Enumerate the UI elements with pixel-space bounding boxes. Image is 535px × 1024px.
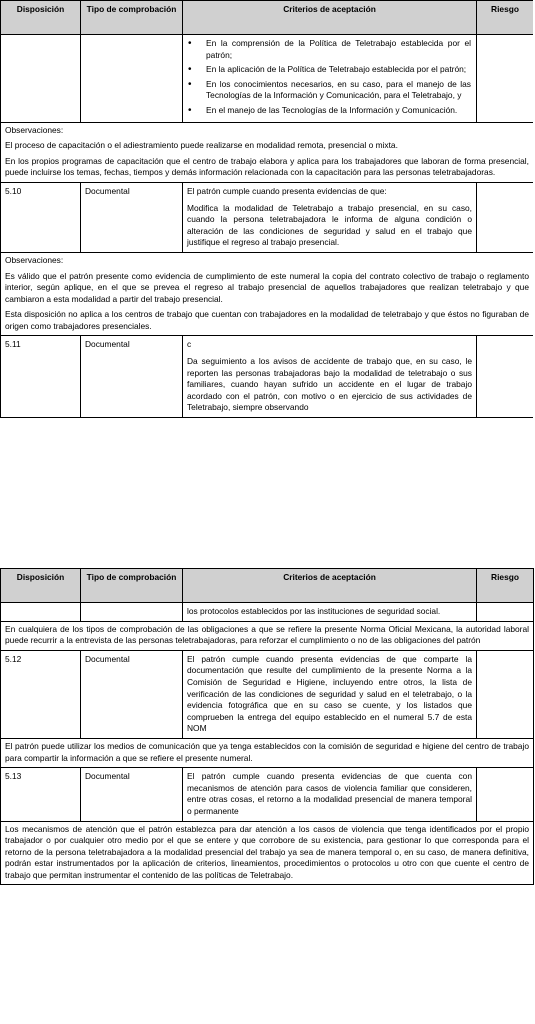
note-text: El patrón puede utilizar los medios de comunicación que ya tenga establecidos con la comisión de seguridad e higiene del centro de trabajo para compartir la información a que se refiere el presente numeral.	[5, 740, 529, 763]
note-text: En cualquiera de los tipos de comprobación de las obligaciones a que se refiere la presente Norma Oficial Mexicana, la autoridad laboral puede recurrir a la entrevista de las personas teletrabajadoras, para reforzar el cumplimiento o no de las obligaciones del patrón	[5, 623, 529, 646]
header-row	[1, 1, 534, 35]
criteria-bullet-list	[186, 38, 473, 117]
note-cell	[1, 738, 534, 767]
criteria-text: c	[187, 339, 192, 350]
header-criterios: Criterios de aceptación	[183, 569, 477, 603]
observation-text: Es válido que el patrón presente como evidencia de cumplimiento de este numeral la copia del contrato colectivo de trabajo o reglamento interior, según aplique, en el que se prevea el regreso al trabajo presencial de aquellos trabajadores que realizan teletrabajo y que cambiaron a esta modalidad a partir del trabajo presencial.	[5, 270, 529, 304]
cell-criterios: los protocolos establecidos por las instituciones de seguridad social.	[183, 603, 477, 622]
compliance-table-1	[0, 0, 533, 418]
cell-riesgo	[477, 336, 534, 418]
table-row	[1, 35, 534, 123]
table-row	[1, 603, 534, 622]
note-row	[1, 738, 534, 767]
list-item: • En los conocimientos necesarios, en su caso, para el manejo de las Tecnologías de la Información y Comunicación, para el Teletrabajo, y	[186, 79, 473, 102]
observation-text: El proceso de capacitación o el adiestramiento puede realizarse en modalidad remota, presencial o mixta.	[5, 140, 398, 151]
header-tipo: Tipo de comprobación	[81, 1, 183, 35]
cell-criterios	[183, 35, 477, 123]
cell-riesgo	[477, 650, 534, 738]
observations-row	[1, 122, 534, 182]
cell-tipo	[81, 603, 183, 622]
cell-tipo	[81, 35, 183, 123]
note-row	[1, 621, 534, 650]
header-disposicion: Disposición	[1, 1, 81, 35]
list-item: • En la comprensión de la Política de Teletrabajo establecida por el patrón;	[186, 38, 473, 61]
cell-riesgo	[477, 182, 534, 252]
cell-criterios	[183, 182, 477, 252]
note-text: Los mecanismos de atención que el patrón establezca para dar atención a los casos de violencia que tenga identificados por el propio trabajador o por cualquier otro medio por el que se entere y que corrobore de su existencia, para gestionar lo que corresponda para el retorno de la persona teletrabajadora a la modalidad presencial del trabajo ya sea de manera temporal o, en su caso, de manera definitiva, podrán estar instrumentados por la aplicación de criterios, lineamientos, procedimientos o protocolos u otro con que cuente el centro de trabajo que permitan instrumentar el contenido de las políticas de Teletrabajo.	[5, 823, 529, 880]
table-row	[1, 182, 534, 252]
note-cell	[1, 621, 534, 650]
header-criterios: Criterios de aceptación	[183, 1, 477, 35]
cell-disposicion: 5.13	[1, 768, 81, 821]
table-row	[1, 336, 534, 418]
cell-riesgo	[477, 768, 534, 821]
cell-riesgo	[477, 35, 534, 123]
criteria-text: Da seguimiento a los avisos de accidente de trabajo que, en su caso, le reporten las personas trabajadoras bajo la modalidad de teletrabajo o sus familiares, cuando hayan sufrido un accidente en el lugar de trabajo acordado con el patrón, con motivo o en ejercicio de sus actividades de Teletrabajo, siempre observando	[187, 356, 472, 413]
list-item: • En la aplicación de la Política de Teletrabajo establecida por el patrón;	[186, 64, 473, 76]
header-riesgo: Riesgo	[477, 569, 534, 603]
table-row	[1, 650, 534, 738]
note-row	[1, 821, 534, 885]
header-tipo: Tipo de comprobación	[81, 569, 183, 603]
header-disposicion: Disposición	[1, 569, 81, 603]
cell-disposicion: 5.10	[1, 182, 81, 252]
cell-tipo: Documental	[81, 768, 183, 821]
cell-criterios	[183, 336, 477, 418]
criteria-text: El patrón cumple cuando presenta evidencias de que:	[187, 185, 387, 196]
criteria-text: Modifica la modalidad de Teletrabajo a trabajo presencial, en su caso, cuando la persona teletrabajadora le informa de alguna condición o alteración de las condiciones de seguridad y salud en el trabajo que justifique el regreso al trabajo presencial.	[187, 202, 472, 248]
note-cell	[1, 821, 534, 885]
cell-criterios: El patrón cumple cuando presenta evidencias de que comparte la documentación que resulte del cumplimiento de la presente Norma a la Comisión de Seguridad e Higiene, incluyendo entre otros, la lista de verificación de las condiciones de seguridad y salud en el teletrabajo, o la evidencia fotográfica que en su caso se cuente, y los listados que comprueben la entrega del equipo establecido en el numeral 5.7 de esta NOM	[183, 650, 477, 738]
observation-text: En los propios programas de capacitación que el centro de trabajo elabora y aplica para los trabajadores que laboran de forma presencial, puede incluirse los temas, fechas, tiempos y demás información relacionada con la capacitación para las personas teletrabajadoras.	[5, 155, 529, 178]
compliance-table-2	[0, 568, 534, 885]
header-riesgo: Riesgo	[477, 1, 534, 35]
cell-riesgo	[477, 603, 534, 622]
table-row	[1, 768, 534, 821]
cell-tipo: Documental	[81, 650, 183, 738]
table-section-2	[0, 568, 533, 885]
cell-tipo: Documental	[81, 336, 183, 418]
observations-row	[1, 252, 534, 336]
observation-text: Esta disposición no aplica a los centros de trabajo que cuentan con trabajadores en la modalidad de teletrabajo y que éstos no figuraban de origen como trabajadores presenciales.	[5, 309, 529, 331]
header-row	[1, 569, 534, 603]
observations-label: Observaciones:	[5, 124, 64, 135]
observations-cell	[1, 122, 534, 182]
cell-disposicion	[1, 603, 81, 622]
cell-tipo: Documental	[81, 182, 183, 252]
observations-label: Observaciones:	[5, 254, 64, 265]
cell-disposicion	[1, 35, 81, 123]
cell-criterios: El patrón cumple cuando presenta evidencias de que cuenta con mecanismos de atención para casos de violencia familiar que consideren, entre otras cosas, el retorno a la modalidad presencial de manera temporal o permanente	[183, 768, 477, 821]
observations-cell	[1, 252, 534, 336]
cell-disposicion: 5.12	[1, 650, 81, 738]
cell-disposicion: 5.11	[1, 336, 81, 418]
list-item: • En el manejo de las Tecnologías de la Información y Comunicación.	[186, 105, 473, 117]
